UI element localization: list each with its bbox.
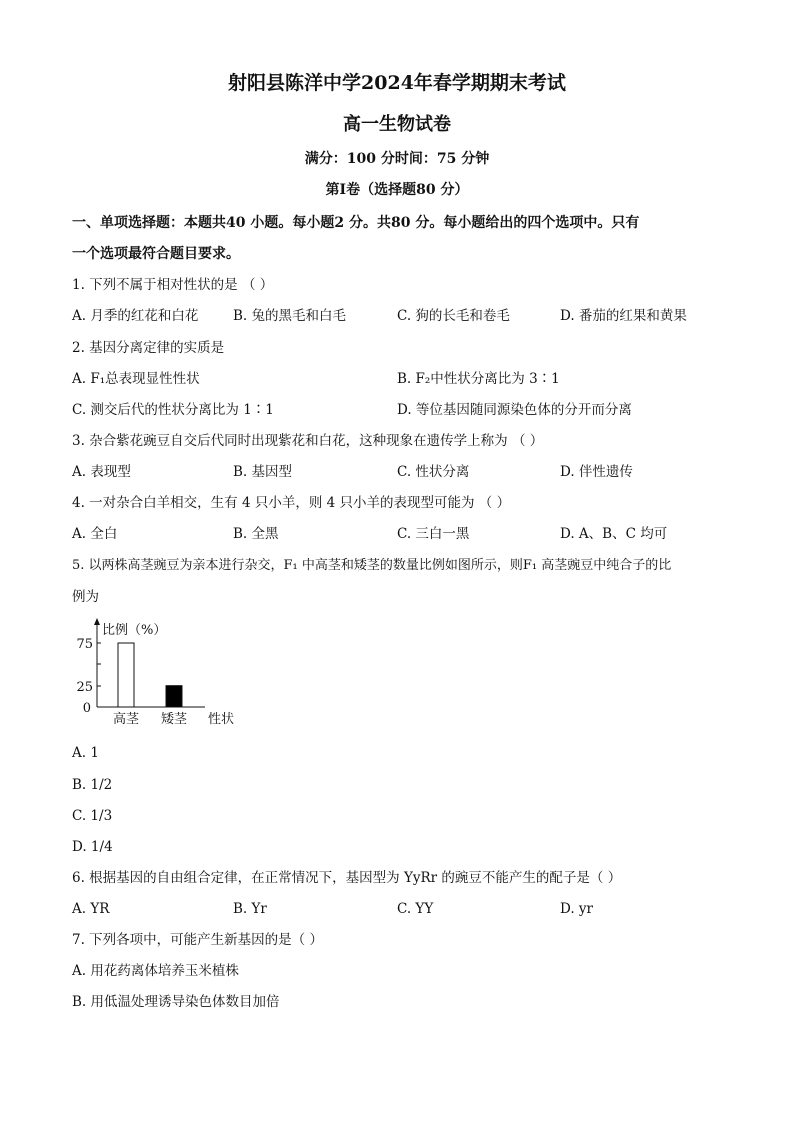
question-4-stem: 4. 一对杂合白羊相交，生有 4 只小羊，则 4 只小羊的表现型可能为 （ ）	[72, 495, 511, 511]
y-axis-label: 比例（%）	[102, 623, 167, 638]
section-heading-line1: 一、单项选择题：本题共40 小题。每小题2 分。共80 分。每小题给出的四个选项中。只有	[72, 215, 640, 231]
question-4-option-a: A. 全白	[72, 526, 118, 542]
question-3-stem: 3. 杂合紫花豌豆自交后代同时出现紫花和白花，这种现象在遗传学上称为 （ ）	[72, 433, 544, 449]
question-4-option-b: B. 全黑	[233, 526, 279, 542]
y-tick-label-25: 25	[76, 680, 93, 695]
question-4-option-c: C. 三白一黑	[397, 526, 470, 542]
question-7-option-a: A. 用花药离体培养玉米植株	[72, 963, 239, 979]
question-6-option-d: D. yr	[560, 901, 594, 917]
question-3-option-d: D. 伴性遗传	[560, 464, 633, 480]
question-2-stem: 2. 基因分离定律的实质是	[72, 340, 225, 356]
part-heading: 第Ⅰ卷（选择题80 分）	[325, 182, 469, 198]
exam-title: 射阳县陈洋中学2024年春学期期末考试	[228, 72, 566, 94]
question-4-option-d: D. A、B、C 均可	[560, 526, 668, 542]
question-2-option-a: A. F₁总表现显性性状	[72, 371, 200, 387]
question-5-stem-line1: 5. 以两株高茎豌豆为亲本进行杂交，F₁ 中高茎和矮茎的数量比例如图所示，则F₁ 高茎豌豆中纯合子的比	[72, 558, 672, 573]
question-7-stem: 7. 下列各项中，可能产生新基因的是（ ）	[72, 932, 323, 948]
question-5-option-b: B. 1/2	[72, 777, 113, 793]
y-tick-label-0: 0	[82, 701, 91, 716]
question-5-option-d: D. 1/4	[72, 839, 113, 855]
question-1-option-b: B. 兔的黑毛和白毛	[233, 308, 347, 324]
question-2-option-c: C. 测交后代的性状分离比为 1∶1	[72, 402, 274, 418]
question-5-option-c: C. 1/3	[72, 808, 113, 824]
question-6-stem: 6. 根据基因的自由组合定律，在正常情况下，基因型为 YyRr 的豌豆不能产生的配子是（ ）	[72, 870, 622, 886]
question-5-stem-line2: 例为	[72, 589, 99, 605]
y-tick-label-75: 75	[76, 637, 93, 652]
question-5-option-a: A. 1	[72, 745, 99, 761]
question-2-option-d: D. 等位基因随同源染色体的分开而分离	[397, 402, 632, 418]
bar-tall-stem	[118, 643, 134, 707]
category-label-tall: 高茎	[112, 712, 140, 727]
exam-subtitle: 高一生物试卷	[343, 114, 451, 135]
question-6-option-a: A. YR	[72, 901, 110, 917]
exam-meta: 满分：100 分时间：75 分钟	[304, 151, 490, 167]
section-heading-line2: 一个选项最符合题目要求。	[72, 246, 240, 262]
category-label-dwarf: 矮茎	[160, 712, 188, 727]
question-3-option-c: C. 性状分离	[397, 464, 470, 480]
bar-chart	[70, 617, 270, 737]
question-7-option-b: B. 用低温处理诱导染色体数目加倍	[72, 994, 280, 1010]
question-1-option-d: D. 番茄的红果和黄果	[560, 308, 687, 324]
question-2-option-b: B. F₂中性状分离比为 3∶1	[397, 371, 560, 387]
question-6-option-b: B. Yr	[233, 901, 267, 917]
x-axis-label: 性状	[208, 712, 235, 727]
question-1-option-a: A. 月季的红花和白花	[72, 308, 199, 324]
question-1-stem: 1. 下列不属于相对性状的是 （ ）	[72, 277, 274, 293]
question-3-option-b: B. 基因型	[233, 464, 293, 480]
y-axis-arrow	[94, 618, 100, 625]
question-6-option-c: C. YY	[397, 901, 434, 917]
question-3-option-a: A. 表现型	[72, 464, 131, 480]
question-1-option-c: C. 狗的长毛和卷毛	[397, 308, 510, 324]
bar-dwarf-stem	[166, 686, 182, 707]
